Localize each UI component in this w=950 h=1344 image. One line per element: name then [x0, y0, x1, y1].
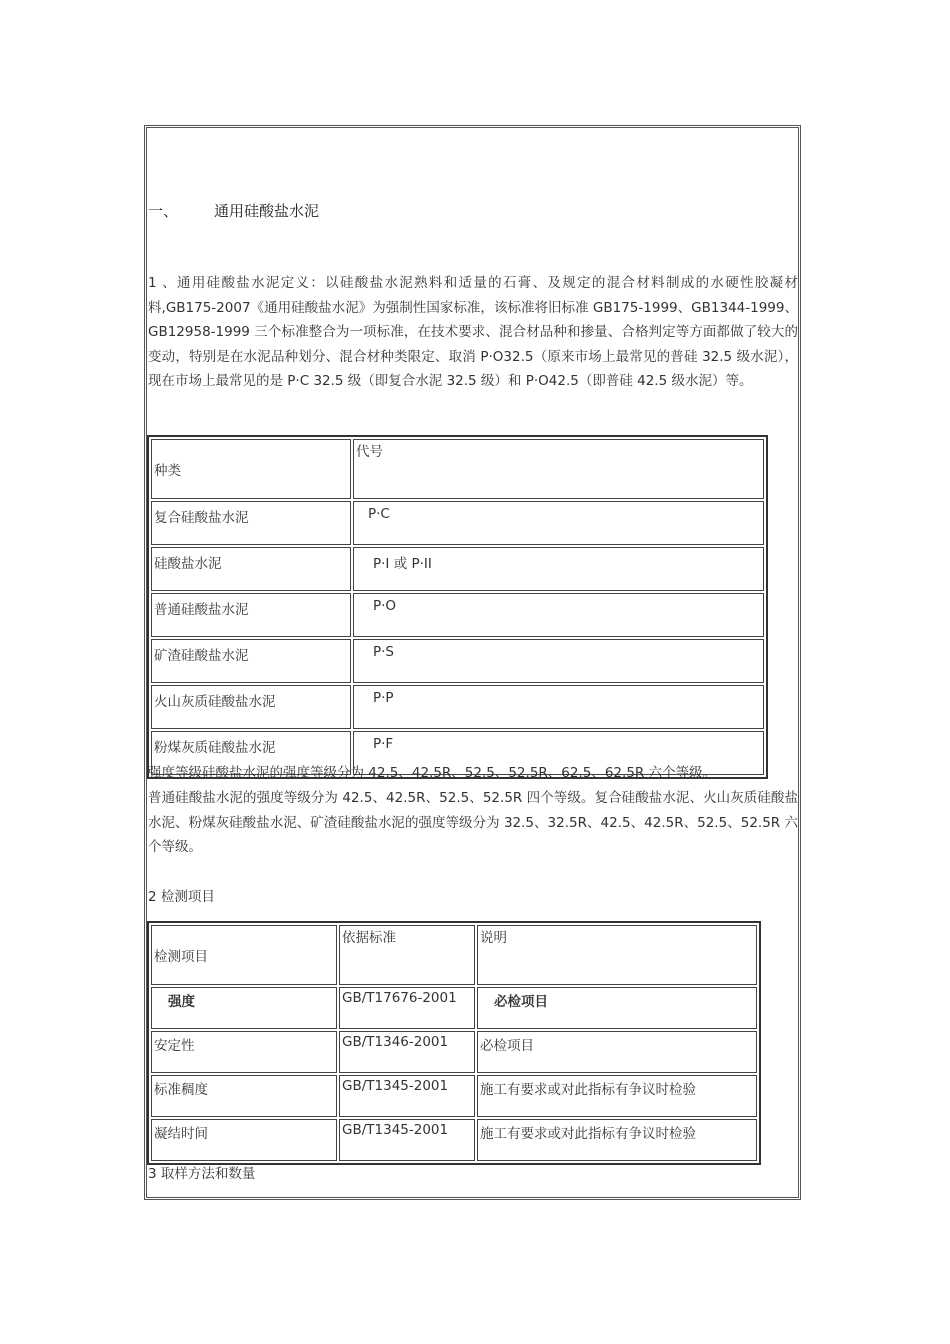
table-row — [151, 501, 764, 545]
code-cell: P·F — [353, 731, 764, 775]
section-title: 通用硅酸盐水泥 — [214, 202, 320, 220]
table-row — [151, 987, 757, 1029]
header-type: 种类 — [151, 439, 351, 499]
table-row — [151, 1031, 757, 1073]
table-header-row — [151, 439, 764, 499]
type-cell: 普通硅酸盐水泥 — [151, 593, 351, 637]
test-items-table — [147, 921, 761, 1165]
type-cell: 矿渣硅酸盐水泥 — [151, 639, 351, 683]
type-cell: 粉煤灰质硅酸盐水泥 — [151, 731, 351, 775]
standard-cell: GB/T1346-2001 — [339, 1031, 475, 1073]
standard-cell: GB/T1345-2001 — [339, 1075, 475, 1117]
table-row — [151, 593, 764, 637]
table-row — [151, 639, 764, 683]
type-cell: 复合硅酸盐水泥 — [151, 501, 351, 545]
header-note: 说明 — [477, 925, 757, 985]
header-standard: 依据标准 — [339, 925, 475, 985]
table-row — [151, 1119, 757, 1161]
note-cell: 必检项目 — [477, 1031, 757, 1073]
code-cell: P·O — [353, 593, 764, 637]
section-2-heading: 2 检测项目 — [148, 889, 215, 905]
test-item-cell: 凝结时间 — [151, 1119, 337, 1161]
table-row — [151, 685, 764, 729]
code-cell: P·S — [353, 639, 764, 683]
standard-cell: GB/T1345-2001 — [339, 1119, 475, 1161]
code-cell: P·C — [353, 501, 764, 545]
table-header-row — [151, 925, 757, 985]
type-cell: 硅酸盐水泥 — [151, 547, 351, 591]
strength-paragraph: 强度等级硅酸盐水泥的强度等级分为 42.5、42.5R、52.5、52.5R、62.5、62.5R 六个等级。 — [148, 765, 717, 781]
table-row — [151, 1075, 757, 1117]
code-cell: P·I 或 P·II — [353, 547, 764, 591]
definition-paragraph: 1 、通用硅酸盐水泥定义：以硅酸盐水泥熟料和适量的石膏、及规定的混合材料制成的水硬性胶凝材料,GB175-2007《通用硅酸盐水泥》为强制性国家标准，该标准将旧标准 GB175-1999、GB1344-1999、GB12958-1999 三个标准整合为一项标准，在技术要求、混合材品种和掺量、合格判定等方面都做了较大的变动，特别是在水泥品种划分、混合材种类限定、取消 P·O32.5（原来市场上最常见的普硅 32.5 级水泥），现在市场上最常见的是 P·C 32.5 级（即复合水泥 32.5 级）和 P·O42.5（即普硅 42.5 级水泥）等。 — [148, 275, 798, 389]
header-code: 代号 — [353, 439, 764, 499]
header-test-item: 检测项目 — [151, 925, 337, 985]
test-item-cell: 安定性 — [151, 1031, 337, 1073]
test-item-cell: 标准稠度 — [151, 1075, 337, 1117]
section-heading — [148, 200, 319, 221]
note-cell: 施工有要求或对此指标有争议时检验 — [477, 1119, 757, 1161]
section-number: 一、 — [148, 202, 179, 220]
ordinary-strength-paragraph: 普通硅酸盐水泥的强度等级分为 42.5、42.5R、52.5、52.5R 四个等级。复合硅酸盐水泥、火山灰质硅酸盐水泥、粉煤灰硅酸盐水泥、矿渣硅酸盐水泥的强度等级分为 32.5、32.5R、42.5、42.5R、52.5、52.5R 六个等级。 — [148, 790, 798, 855]
table-row — [151, 547, 764, 591]
type-cell: 火山灰质硅酸盐水泥 — [151, 685, 351, 729]
note-cell: 施工有要求或对此指标有争议时检验 — [477, 1075, 757, 1117]
code-cell: P·P — [353, 685, 764, 729]
test-item-cell: 强度 — [151, 987, 337, 1029]
section-3-heading: 3 取样方法和数量 — [148, 1166, 256, 1182]
standard-cell: GB/T17676-2001 — [339, 987, 475, 1029]
cement-types-table — [147, 435, 768, 779]
note-cell: 必检项目 — [477, 987, 757, 1029]
